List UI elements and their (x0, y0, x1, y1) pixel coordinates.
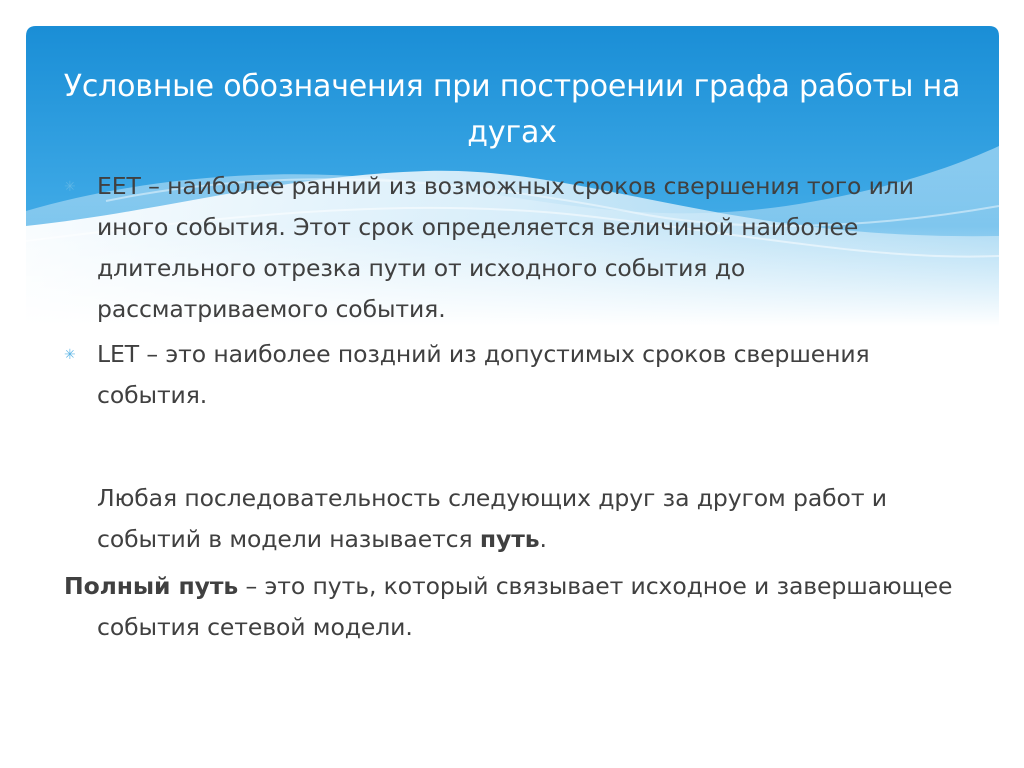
bullet-text: LET – это наиболее поздний из допустимых сроков свершения события. (97, 340, 870, 409)
path-term: путь (479, 525, 540, 553)
full-path-paragraph (64, 566, 997, 648)
slide-title: Условные обозначения при построении графа работы на дугах (63, 69, 961, 150)
path-definition-text: Любая последовательность следующих друг за другом работ и событий в модели называется (97, 484, 887, 553)
full-path-term: Полный путь (64, 572, 239, 600)
path-definition-paragraph (64, 478, 997, 560)
path-definition-suffix: . (539, 525, 547, 553)
full-path-definition-text: – это путь, который связывает исходное и завершающее события сетевой модели. (97, 572, 953, 641)
list-item-eet (64, 166, 964, 330)
bullet-list (64, 166, 964, 416)
bullet-text: EET – наиболее ранний из возможных сроков свершения того или иного события. Этот срок определяется величиной наиболее длительного отрезка пути от исходного события до рассматриваемого события. (97, 172, 914, 323)
asterisk-bullet-icon: ✳ (64, 347, 76, 363)
asterisk-bullet-icon: ✳ (64, 179, 76, 195)
list-item-let (64, 334, 964, 416)
